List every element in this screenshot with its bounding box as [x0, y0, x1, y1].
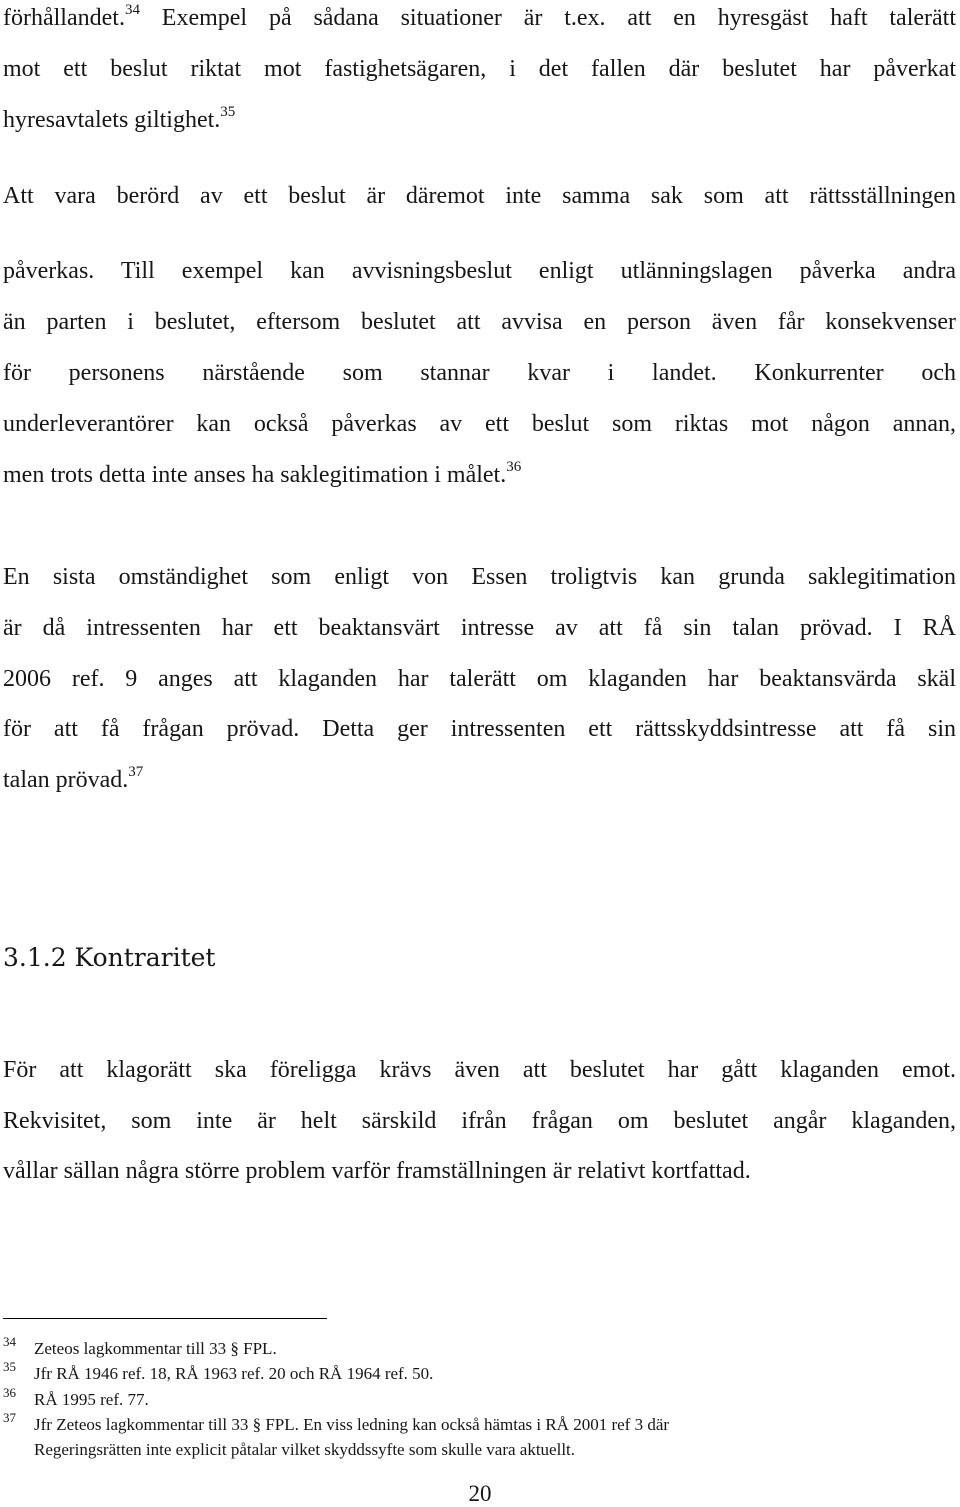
- text-segment: förhållandet.: [3, 5, 125, 31]
- footnote-text: Zeteos lagkommentar till 33 § FPL.: [34, 1339, 277, 1358]
- body-text-line: 2006 ref. 9 anges att klaganden har talerätt om klaganden har beaktansvärda skäl: [3, 666, 956, 692]
- footnote-number: 35: [3, 1359, 16, 1374]
- section-heading: 3.1.2 Kontraritet: [3, 943, 216, 972]
- text-segment: talan prövad.: [3, 767, 129, 793]
- body-text-line: Rekvisitet, som inte är helt särskild ifrån frågan om beslutet angår klaganden,: [3, 1108, 956, 1134]
- text-segment: men trots detta inte anses ha saklegitimation i målet.: [3, 462, 507, 488]
- footnote-ref[interactable]: 36: [506, 459, 522, 475]
- body-text-line: för personens närstående som stannar kvar i landet. Konkurrenter och: [3, 360, 956, 386]
- body-text-line: mot ett beslut riktat mot fastighetsägaren, i det fallen där beslutet har påverkat: [3, 56, 956, 82]
- body-text-line: [3, 766, 956, 794]
- footnote-number: 34: [3, 1334, 16, 1349]
- footnote-text: RÅ 1995 ref. 77.: [34, 1390, 149, 1409]
- footnote-ref[interactable]: 37: [128, 764, 144, 780]
- footnote-separator: [3, 1318, 327, 1319]
- footnote-number: 37: [3, 1410, 16, 1425]
- footnote-ref[interactable]: 34: [124, 2, 140, 18]
- body-text-line: En sista omständighet som enligt von Essen troligtvis kan grunda saklegitimation: [3, 564, 956, 590]
- body-text-line: vållar sällan några större problem varför framställningen är relativt kortfattad.: [3, 1158, 751, 1184]
- body-text-line: är då intressenten har ett beaktansvärt intresse av att få sin talan prövad. I RÅ: [3, 615, 956, 641]
- text-segment: Exempel på sådana situationer är t.ex. att en hyresgäst haft talerätt: [139, 5, 956, 31]
- footnote-number: 36: [3, 1385, 16, 1400]
- body-text-line: [3, 106, 956, 134]
- footnote-text: Regeringsrätten inte explicit påtalar vilket skyddssyfte som skulle vara aktuellt.: [34, 1440, 576, 1459]
- body-text-line: underleverantörer kan också påverkas av ett beslut som riktas mot någon annan,: [3, 411, 956, 437]
- footnote-ref[interactable]: 35: [220, 104, 236, 120]
- body-text-line: än parten i beslutet, eftersom beslutet att avvisa en person även får konsekvenser: [3, 309, 956, 335]
- body-text-line: påverkas. Till exempel kan avvisningsbeslut enligt utlänningslagen påverka andra: [3, 258, 956, 284]
- body-text-line: [3, 461, 956, 489]
- footnote-text: Jfr Zeteos lagkommentar till 33 § FPL. En viss ledning kan också hämtas i RÅ 2001 ref 3 där: [34, 1415, 670, 1434]
- page-number: 20: [468, 1481, 492, 1506]
- body-text-line: [3, 4, 956, 32]
- body-text-line: Att vara berörd av ett beslut är däremot inte samma sak som att rättsställningen: [3, 183, 956, 209]
- body-text-line: för att få frågan prövad. Detta ger intressenten ett rättsskyddsintresse att få sin: [3, 716, 956, 742]
- body-text-line: För att klagorätt ska föreligga krävs även att beslutet har gått klaganden emot.: [3, 1057, 956, 1083]
- footnote-text: Jfr RÅ 1946 ref. 18, RÅ 1963 ref. 20 och RÅ 1964 ref. 50.: [34, 1364, 434, 1383]
- text-segment: hyresavtalets giltighet.: [3, 107, 221, 133]
